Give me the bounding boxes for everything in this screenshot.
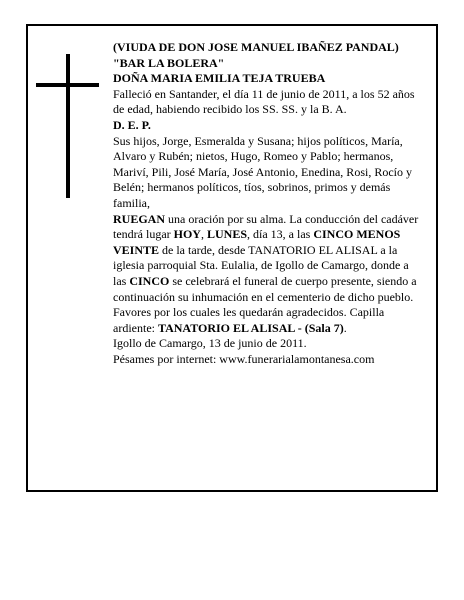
cross-icon bbox=[66, 54, 70, 198]
hoy-word: HOY bbox=[173, 227, 201, 242]
chapel-location: TANATORIO EL ALISAL - (Sala 7) bbox=[157, 320, 344, 335]
obituary-text bbox=[113, 40, 425, 367]
cross-icon-bar bbox=[36, 83, 99, 87]
dep-line: D. E. P. bbox=[113, 117, 151, 132]
funeral-request: RUEGAN una oración por su alma. La conducción del cadáver tendrá lugar HOY, LUNES, día 13, a las CINCO MENOS VEINTE de la tarde, desde TANATORIO EL ALISAL a la iglesia parroquial Sta. Eulalia, de Igollo de Camargo, donde a las CINCO se celebrará el funeral de cuerpo presente, siendo a continuación su inhumación en el cementerio de dicho pueblo. Favores por los cuales les quedarán agradecidos. Capilla ardiente: TANATORIO EL ALISAL - (Sala 7). bbox=[113, 211, 419, 335]
widow-of-line: (VIUDA DE DON JOSE MANUEL IBAÑEZ PANDAL) "BAR LA BOLERA" bbox=[113, 40, 399, 70]
deceased-name: DOÑA MARIA EMILIA TEJA TRUEBA bbox=[113, 71, 326, 86]
ruegan-word: RUEGAN bbox=[113, 211, 166, 226]
death-notice: Falleció en Santander, el día 11 de junio de 2011, a los 52 años de edad, habiendo recibido los SS. SS. y la B. A. bbox=[113, 86, 415, 117]
cinco-word: CINCO bbox=[129, 273, 170, 288]
lunes-word: LUNES bbox=[206, 227, 247, 242]
family-list: Sus hijos, Jorge, Esmeralda y Susana; hijos políticos, María, Alvaro y Rubén; nietos, Hugo, Romeo y Pablo; hermanos, Mariví, Pili, José María, José Antonio, Enedina, Rosi, Rocío y Belén; hermanos políticos, tíos, sobrinos, primos y demás familia, bbox=[113, 133, 412, 210]
condolences-line: Pésames por internet: www.funerarialamontanesa.com bbox=[113, 351, 375, 366]
place-date: Igollo de Camargo, 13 de junio de 2011. bbox=[113, 336, 307, 351]
time-phrase: CINCO MENOS VEINTE bbox=[113, 227, 401, 257]
